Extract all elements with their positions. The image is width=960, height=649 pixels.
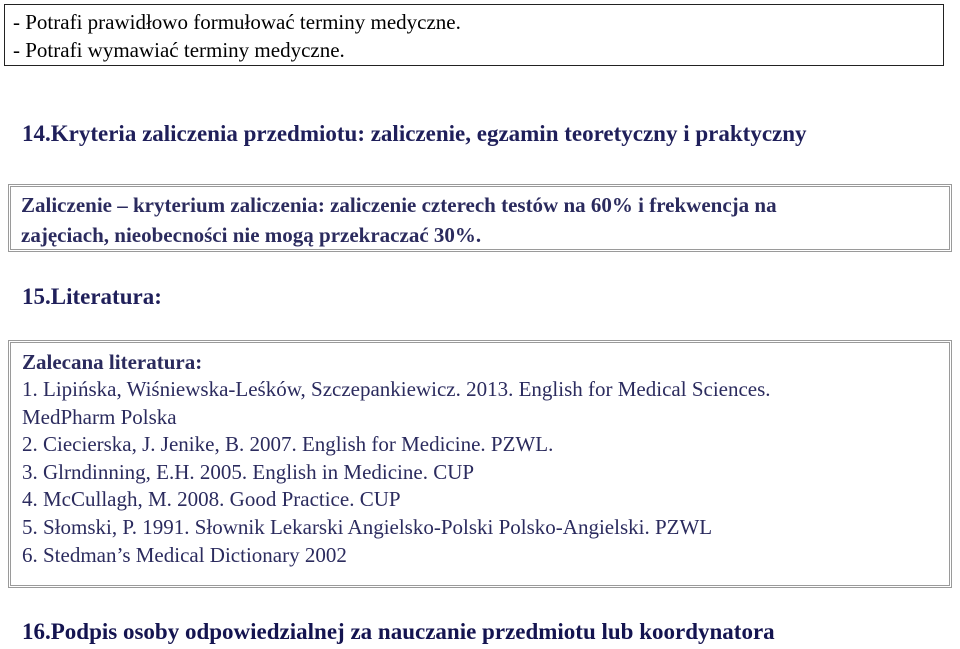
section-15-heading: 15.Literatura: xyxy=(22,284,162,309)
literature-item: 3. Glrndinning, E.H. 2005. English in Medicine. CUP xyxy=(22,459,475,484)
recommended-literature-title: Zalecana literatura: xyxy=(22,350,203,374)
criteria-line-2: zajęciach, nieobecności nie mogą przekraczać 30%. xyxy=(21,223,482,247)
learning-outcomes-box xyxy=(4,4,944,66)
literature-item: MedPharm Polska xyxy=(22,404,177,429)
literature-item: 6. Stedman’s Medical Dictionary 2002 xyxy=(22,542,347,567)
literature-item: 1. Lipińska, Wiśniewska-Leśków, Szczepankiewicz. 2013. English for Medical Sciences. xyxy=(22,377,771,401)
literature-item: 2. Ciecierska, J. Jenike, B. 2007. English for Medicine. PZWL. xyxy=(22,432,554,457)
literature-item: 5. Słomski, P. 1991. Słownik Lekarski Angielsko-Polski Polsko-Angielski. PZWL xyxy=(22,514,713,539)
section-16-heading: 16.Podpis osoby odpowiedzialnej za nauczanie przedmiotu lub koordynatora xyxy=(22,619,775,644)
outcome-line-2: - Potrafi wymawiać terminy medyczne. xyxy=(13,38,345,62)
literature-box xyxy=(8,340,952,588)
criteria-line-1: Zaliczenie – kryterium zaliczenia: zaliczenie czterech testów na 60% i frekwencja na xyxy=(21,193,777,217)
literature-item: 4. McCullagh, M. 2008. Good Practice. CUP xyxy=(22,487,401,512)
section-14-heading: 14.Kryteria zaliczenia przedmiotu: zaliczenie, egzamin teoretyczny i praktyczny xyxy=(22,121,807,146)
outcome-line-1: - Potrafi prawidłowo formułować terminy medyczne. xyxy=(13,10,461,34)
criteria-box xyxy=(8,184,952,252)
